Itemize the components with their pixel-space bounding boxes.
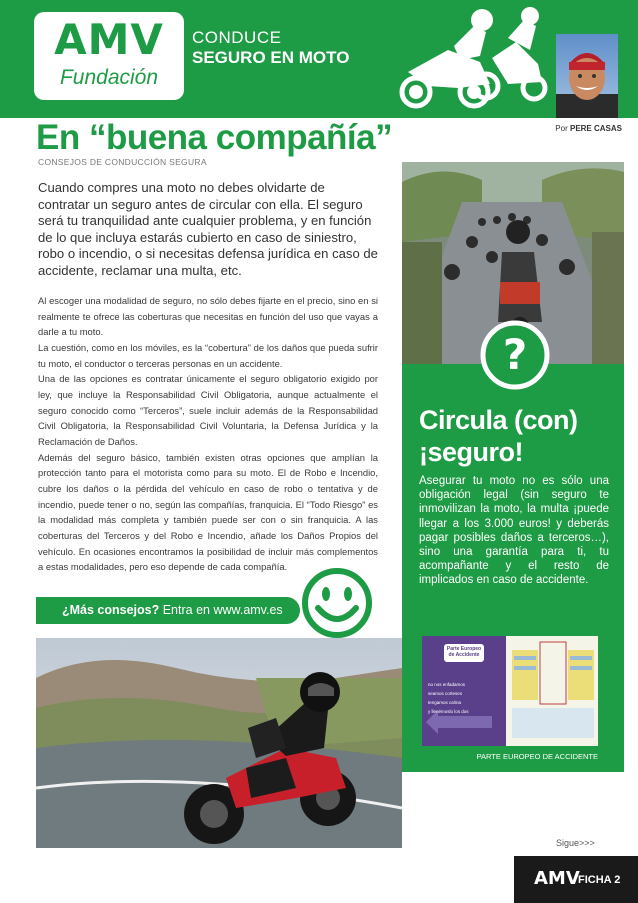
header-band bbox=[0, 0, 638, 118]
svg-text:?: ? bbox=[502, 330, 528, 379]
more-tips-link[interactable]: Entra en www.amv.es bbox=[159, 603, 283, 617]
smiley-icon bbox=[300, 566, 374, 640]
form-heading: Parte Europeo de Accidente bbox=[446, 646, 482, 658]
motorcycle-rider-photo bbox=[36, 638, 402, 848]
more-tips-question: ¿Más consejos? bbox=[62, 603, 160, 617]
accident-report-form bbox=[422, 636, 598, 746]
intro-paragraph: Cuando compres una moto no debes olvidarte de contratar un seguro antes de circular con ella. El seguro será tu tranquilidad ante cualquier problema, y en función de lo que incluya estarás cubierto en caso de siniestro, robo o incendio, o si necesitas defensa jurídica en caso de accidente, reclamar una multa, etc. bbox=[38, 180, 378, 278]
logo-subtitle: Fundación bbox=[59, 66, 159, 89]
byline-author: PERE CASAS bbox=[569, 124, 622, 133]
continue-link[interactable]: Sigue>>> bbox=[556, 838, 595, 848]
amv-logo[interactable] bbox=[34, 12, 184, 100]
body-paragraph: Una de las opciones es contratar únicamente el seguro obligatorio exigido por ley, que incluye la Responsabilidad Civil Obligatoria, aunque actualmente el seguro conocido como “Terceros”, suele incluir además de la Responsabilidad Civil Obligatoria, la Responsabilidad Civil Voluntaria, la Defensa Jurídica y la Reclamación de Daños. bbox=[38, 373, 378, 447]
form-item: no nos enfadamos bbox=[428, 682, 466, 687]
form-item: y llenémoslo los dos bbox=[428, 709, 469, 714]
page-subtitle: CONSEJOS DE CONDUCCIÓN SEGURA bbox=[38, 157, 207, 167]
author-photo bbox=[556, 34, 618, 118]
sidebar-text: Asegurar tu moto no es sólo una obligación legal (sin seguro te inmovilizan la moto, la multa ¡puede llegar a los 3.000 euros! y deberás pagar posibles daños a terceros…), sino una garantía para ti, tu acompañante y el resto de implicados en caso de accidente. bbox=[419, 475, 609, 587]
logo-text: AMV bbox=[54, 15, 164, 64]
sidebar-title: Circula (con) ¡seguro! bbox=[419, 405, 578, 467]
more-tips-text[interactable] bbox=[62, 603, 283, 617]
body-paragraph: La cuestión, como en los móviles, es la “cobertura” de los daños que pueda sufrir tu moto, el conductor o terceras personas en un accidente. bbox=[38, 341, 378, 369]
form-caption: PARTE EUROPEO DE ACCIDENTE bbox=[476, 752, 598, 761]
byline-prefix: Por bbox=[555, 124, 568, 133]
page-title: En “buena compañía” bbox=[36, 118, 393, 157]
footer-ficha: FICHA 2 bbox=[578, 874, 621, 886]
form-items bbox=[428, 680, 504, 716]
header-line-2: SEGURO EN MOTO bbox=[192, 48, 350, 67]
footer-brand: AMV bbox=[534, 868, 580, 889]
question-icon bbox=[480, 320, 550, 390]
motorcycle-riders-icon bbox=[388, 6, 548, 114]
form-item: seamos corteses bbox=[428, 691, 463, 696]
body-paragraph: Además del seguro básico, también existen otras opciones que amplían la protección tanto para el motorista como para su moto. El de Robo e Incendio, cubre los daños o la pérdida del vehículo en caso de robo o tentativa y de incendio, puede tener o no, según las compañías, franquicia. El “Todo Riesgo” es la modalidad más completa y también puede ser con o sin franquicia. A las coberturas del Terceros y del Robo e Incendio, añade los Daños Propios del vehículo. En ocasiones encontramos la posibilidad de incluir más complementos a estas modalidades, pero eso depende de cada compañía. bbox=[38, 451, 378, 573]
body-paragraph: Al escoger una modalidad de seguro, no sólo debes fijarte en el precio, sino en si realmente te ofrece las coberturas que necesitas en función del uso que vayas a darle a tu moto. bbox=[38, 295, 378, 338]
author-byline bbox=[548, 124, 622, 133]
footer-badge bbox=[514, 856, 638, 903]
form-item: tengamos calma bbox=[428, 700, 462, 705]
header-line-1: CONDUCE bbox=[192, 28, 282, 47]
more-tips-banner[interactable] bbox=[36, 597, 300, 624]
article-body bbox=[38, 293, 378, 575]
